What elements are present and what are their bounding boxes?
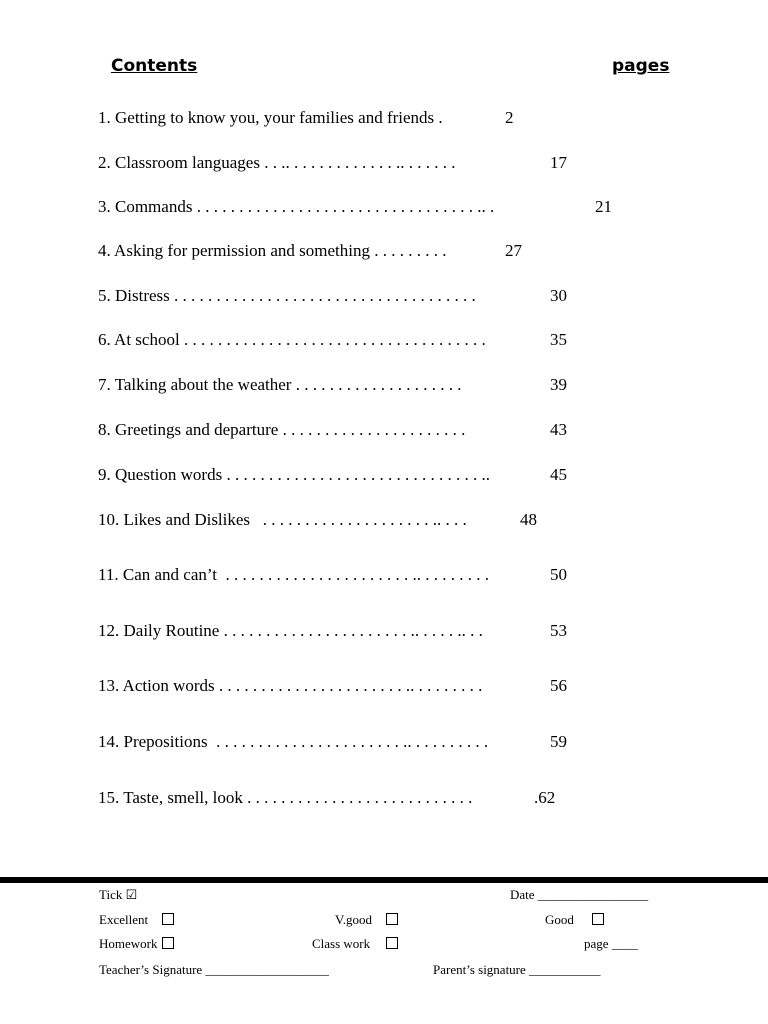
toc-row xyxy=(98,621,567,641)
toc-title: 14. Prepositions xyxy=(98,732,208,751)
vgood-label: V.good xyxy=(335,912,372,927)
toc-row xyxy=(98,330,567,350)
toc-leader: . . . . . . . . . . . . . . . . . . . . xyxy=(291,375,462,394)
excellent-option xyxy=(99,912,174,928)
toc-page: 17 xyxy=(550,153,567,172)
toc-row xyxy=(98,420,567,440)
toc-row xyxy=(98,286,567,306)
toc-leader: . . . . . . . . . . . . . . . . . . . . . . . . . . . . . . . . . . . . xyxy=(179,330,486,349)
toc-leader: . . . . . . . . . . . . . . . . . . . . . . .. . . . . . . . . xyxy=(214,676,483,695)
toc-title: 9. Question words xyxy=(98,465,223,484)
toc-title: 8. Greetings and departure xyxy=(98,420,279,439)
toc-page: 53 xyxy=(550,621,567,640)
toc-row xyxy=(98,732,567,752)
toc-page: 59 xyxy=(550,732,567,751)
parent-signature-field[interactable]: Parent’s signature ___________ xyxy=(433,962,601,977)
contents-heading: Contents xyxy=(111,56,198,76)
toc-row xyxy=(98,510,537,530)
homework-label: Homework xyxy=(99,936,158,951)
toc-leader: . . . . . . . . . . . . . . . . . . . . . . .. . . . . . . . . . xyxy=(207,732,489,751)
toc-row xyxy=(98,565,567,585)
toc-title: 11. Can and can’t xyxy=(98,565,217,584)
toc-title: 3. Commands xyxy=(98,197,193,216)
date-field[interactable]: Date _________________ xyxy=(510,887,649,902)
homework-option xyxy=(99,936,174,952)
toc-page: 50 xyxy=(550,565,567,584)
toc-leader: . . . . . . . . . . . . . . . . . . . . . . . . . . . . . . . . . . . . xyxy=(169,286,476,305)
toc-page: 45 xyxy=(550,465,567,484)
toc-title: 13. Action words xyxy=(98,676,215,695)
toc-title: 7. Talking about the weather xyxy=(98,375,292,394)
classwork-checkbox[interactable] xyxy=(386,937,398,949)
toc-row xyxy=(98,676,567,696)
homework-checkbox[interactable] xyxy=(162,937,174,949)
toc-leader: . . . . . . . . . . . . . . . . . . . . . . .. . . . . .. . . xyxy=(219,621,483,640)
good-option xyxy=(545,912,604,928)
vgood-checkbox[interactable] xyxy=(386,913,398,925)
pages-heading: pages xyxy=(612,56,670,76)
tick-label: Tick ☑ xyxy=(99,887,138,902)
toc-page: 56 xyxy=(550,676,567,695)
page-field[interactable]: page ____ xyxy=(584,936,638,951)
toc-page: 21 xyxy=(595,197,612,216)
toc-title: 5. Distress xyxy=(98,286,170,305)
toc-row xyxy=(98,375,567,395)
toc-row xyxy=(98,153,567,173)
toc-leader: . . . . . . . . . . . . . . . . . . . . . . . . . . . . . . . . . .. . xyxy=(192,197,495,216)
good-label: Good xyxy=(545,912,574,927)
toc-title: 6. At school xyxy=(98,330,180,349)
toc-page: 30 xyxy=(550,286,567,305)
toc-title: 1. Getting to know you, your families and friends . xyxy=(98,108,443,127)
toc-row xyxy=(98,197,612,217)
toc-leader: . . . . . . . . . . . . . . . . . . . . .. . . . xyxy=(250,510,467,529)
toc-title: 4. Asking for permission and something xyxy=(98,241,370,260)
teacher-signature-field[interactable]: Teacher’s Signature ___________________ xyxy=(99,962,329,977)
toc-title: 15. Taste, smell, look xyxy=(98,788,243,807)
toc-leader: . . . . . . . . . . . . . . . . . . . . . . . . . . . . . . .. xyxy=(222,465,490,484)
excellent-checkbox[interactable] xyxy=(162,913,174,925)
toc-page: 2 xyxy=(505,108,514,127)
footer-divider xyxy=(0,877,768,883)
toc-page: 35 xyxy=(550,330,567,349)
toc-page: 39 xyxy=(550,375,567,394)
toc-row xyxy=(98,465,567,485)
classwork-label: Class work xyxy=(312,936,371,951)
toc-row xyxy=(98,788,556,808)
vgood-option xyxy=(335,912,398,928)
toc-row xyxy=(98,241,522,261)
toc-page: .62 xyxy=(534,788,556,807)
good-checkbox[interactable] xyxy=(592,913,604,925)
toc-leader: . . . . . . . . . . . . . . . . . . . . . . . . . . . xyxy=(242,788,473,807)
toc-page: 27 xyxy=(505,241,522,260)
classwork-option xyxy=(312,936,398,952)
toc-page: 43 xyxy=(550,420,567,439)
excellent-label: Excellent xyxy=(99,912,149,927)
toc-row xyxy=(98,108,514,128)
toc-title: 10. Likes and Dislikes xyxy=(98,510,251,529)
toc-leader: . . . . . . . . . . . . . . . . . . . . . . .. . . . . . . . . xyxy=(216,565,489,584)
toc-leader: . . .. . . . . . . . . . . . . .. . . . . . . xyxy=(259,153,456,172)
toc-leader: . . . . . . . . . . . . . . . . . . . . . . xyxy=(278,420,466,439)
toc-page: 48 xyxy=(520,510,537,529)
toc-leader: . . . . . . . . . xyxy=(369,241,447,260)
toc-title: 2. Classroom languages xyxy=(98,153,260,172)
toc-title: 12. Daily Routine xyxy=(98,621,220,640)
